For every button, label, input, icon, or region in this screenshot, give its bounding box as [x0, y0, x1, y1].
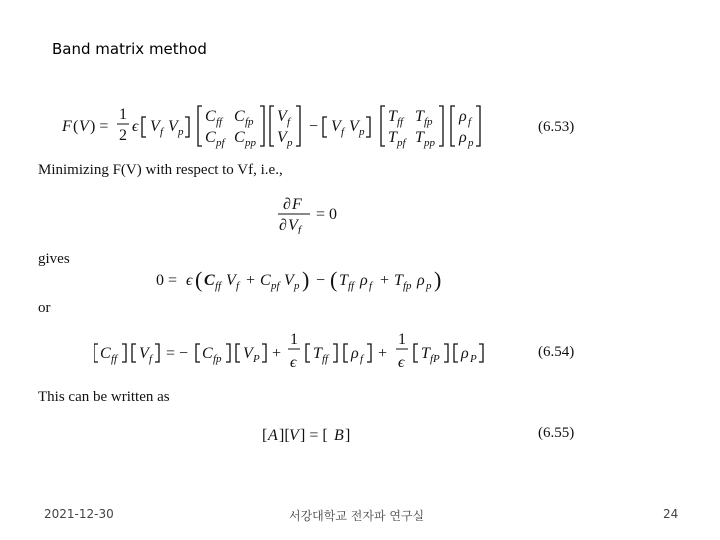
svg-text:): )	[302, 267, 310, 292]
svg-text:V: V	[349, 118, 359, 135]
svg-text:f: f	[369, 280, 373, 292]
svg-text:f: f	[236, 280, 240, 292]
svg-text:C: C	[202, 345, 213, 362]
svg-text:pf: pf	[216, 137, 225, 149]
svg-text:+: +	[378, 345, 388, 362]
svg-text:p: p	[468, 137, 474, 149]
svg-text:0 =: 0 =	[156, 272, 178, 289]
svg-text:ρ: ρ	[459, 108, 467, 125]
svg-text:f: f	[298, 224, 302, 234]
svg-text:pf: pf	[271, 280, 280, 292]
svg-text:ρ: ρ	[461, 345, 469, 362]
svg-text:A: A	[268, 427, 278, 444]
equation-6-55-render	[262, 422, 362, 448]
equation-number-6-55: (6.55)	[538, 425, 575, 441]
svg-text:(: (	[195, 267, 203, 292]
svg-text:] = [: ] = [	[300, 427, 328, 444]
svg-text:1: 1	[290, 331, 298, 348]
svg-text:C: C	[204, 272, 215, 289]
svg-text:T: T	[421, 345, 430, 362]
svg-text:ϵ: ϵ	[398, 354, 405, 371]
svg-text:B: B	[334, 427, 344, 444]
svg-text:V: V	[243, 345, 253, 362]
text-gives: gives	[38, 251, 70, 267]
equation-number-6-53: (6.53)	[538, 119, 575, 135]
svg-text:fp: fp	[213, 353, 222, 365]
svg-text:P: P	[470, 353, 477, 365]
svg-text:f: f	[160, 126, 164, 138]
svg-text:): )	[434, 267, 442, 292]
svg-text:∂: ∂	[283, 196, 291, 213]
svg-text:= 0: = 0	[316, 206, 338, 223]
svg-text:f: f	[287, 116, 291, 128]
equation-6-55	[262, 422, 362, 448]
svg-text:= −: = −	[166, 345, 189, 362]
svg-text:T: T	[388, 129, 397, 146]
svg-text:P: P	[253, 353, 260, 365]
svg-text:V: V	[331, 118, 341, 135]
svg-text:f: f	[149, 353, 153, 365]
equation-6-54	[94, 330, 494, 374]
svg-text:V: V	[226, 272, 236, 289]
svg-text:T: T	[388, 108, 397, 125]
svg-text:2: 2	[119, 127, 127, 144]
svg-text:ff: ff	[111, 353, 118, 365]
svg-text:ff: ff	[397, 116, 404, 128]
svg-text:−: −	[316, 272, 326, 289]
footer-date: 2021-12-30	[44, 507, 114, 521]
equation-partial	[276, 194, 356, 234]
svg-text:[: [	[262, 427, 268, 444]
svg-text:f: f	[341, 126, 345, 138]
svg-text:V: V	[289, 427, 299, 444]
svg-text:V: V	[277, 108, 287, 125]
svg-text:V: V	[284, 272, 294, 289]
svg-text:]: ]	[345, 427, 351, 444]
svg-text:T: T	[339, 272, 348, 289]
svg-text:ϵ: ϵ	[186, 272, 193, 289]
svg-text:fP: fP	[430, 353, 440, 365]
svg-text:V: V	[150, 118, 160, 135]
svg-text:p: p	[287, 137, 293, 149]
svg-text:F: F	[292, 196, 302, 213]
svg-text:F: F	[62, 118, 72, 135]
svg-text:][: ][	[279, 427, 290, 444]
equation-6-53	[62, 100, 532, 152]
equation-number-6-54: (6.54)	[538, 344, 575, 360]
svg-text:fp: fp	[403, 280, 412, 292]
svg-text:ϵ: ϵ	[290, 354, 297, 371]
svg-text:C: C	[205, 129, 216, 146]
svg-text:p: p	[359, 126, 365, 138]
svg-text:T: T	[415, 108, 424, 125]
svg-text:ρ: ρ	[351, 345, 359, 362]
svg-text:p: p	[426, 280, 432, 292]
svg-text:+: +	[272, 345, 282, 362]
svg-text:V: V	[277, 129, 287, 146]
svg-text:V: V	[79, 118, 89, 135]
text-written-as: This can be written as	[38, 389, 170, 405]
equation-6-54-render	[94, 330, 494, 374]
svg-text:f: f	[468, 116, 472, 128]
text-minimizing: Minimizing F(V) with respect to Vf, i.e.,	[38, 162, 283, 178]
svg-text:pp: pp	[245, 137, 256, 149]
svg-text:ff: ff	[215, 280, 222, 292]
svg-text:C: C	[260, 272, 271, 289]
svg-text:1: 1	[119, 106, 127, 123]
svg-text:(: (	[73, 118, 79, 135]
svg-text:p: p	[294, 280, 300, 292]
svg-text:V: V	[168, 118, 178, 135]
svg-text:pf: pf	[397, 137, 406, 149]
equation-gives	[156, 264, 466, 294]
text-or: or	[38, 300, 51, 316]
svg-text:T: T	[313, 345, 322, 362]
svg-text:ρ: ρ	[459, 129, 467, 146]
svg-text:+: +	[246, 272, 256, 289]
page-number: 24	[663, 507, 679, 521]
equation-6-53-render	[62, 100, 532, 152]
svg-text:ρ: ρ	[360, 272, 368, 289]
svg-text:ff: ff	[216, 116, 223, 128]
svg-text:C: C	[100, 345, 111, 362]
svg-text:T: T	[394, 272, 403, 289]
svg-text:(: (	[330, 267, 338, 292]
svg-text:1: 1	[398, 331, 406, 348]
svg-text:∂: ∂	[279, 217, 287, 234]
footer-center-text: 서강대학교 전자파 연구실	[289, 509, 425, 523]
svg-text:V: V	[288, 217, 298, 234]
svg-text:C: C	[234, 129, 245, 146]
equation-gives-render	[156, 264, 466, 294]
svg-text:V: V	[139, 345, 149, 362]
svg-text:T: T	[415, 129, 424, 146]
svg-text:ff: ff	[322, 353, 329, 365]
page-title: Band matrix method	[52, 40, 207, 58]
svg-text:C: C	[234, 108, 245, 125]
svg-text:) =: ) =	[90, 118, 109, 135]
svg-text:ϵ: ϵ	[132, 118, 139, 135]
svg-text:f: f	[360, 353, 364, 365]
svg-text:pp: pp	[424, 137, 435, 149]
svg-text:ρ: ρ	[417, 272, 425, 289]
svg-text:+: +	[380, 272, 390, 289]
svg-text:fp: fp	[245, 116, 254, 128]
svg-text:C: C	[205, 108, 216, 125]
svg-text:−: −	[309, 118, 319, 135]
svg-text:p: p	[178, 126, 184, 138]
svg-text:ff: ff	[348, 280, 355, 292]
equation-partial-render	[276, 194, 356, 234]
svg-text:fp: fp	[424, 116, 433, 128]
